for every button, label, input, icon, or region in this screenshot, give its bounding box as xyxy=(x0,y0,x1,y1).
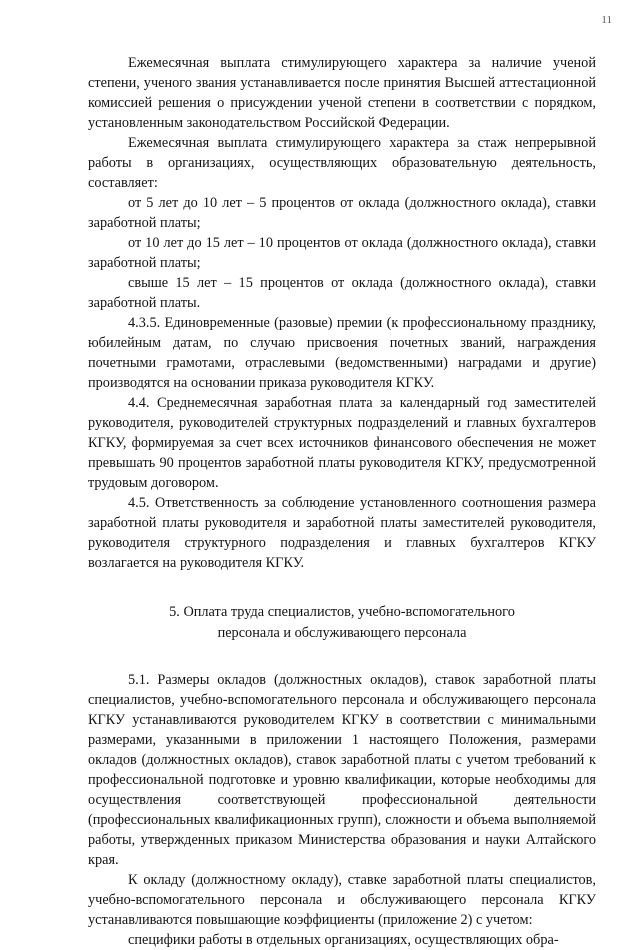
paragraph-degree-bonus: Ежемесячная выплата стимулирующего характера за наличие ученой степени, ученого звания устанавливается после принятия Высшей аттестационной комиссией решения о присуждении ученой степени в соответствии с порядком, установленным законодательством Российской Федерации. xyxy=(88,55,596,131)
paragraph-4-5: 4.5. Ответственность за соблюдение установленного соотношения размера заработной платы руководителя и заработной платы заместителей руководителя, руководителя структурного подразделения и главных бухгалтеров КГКУ возлагается на руководителя КГКУ. xyxy=(88,495,596,571)
page-number: 11 xyxy=(601,14,612,26)
section-heading-line-1: 5. Оплата труда специалистов, учебно-вспомогательного xyxy=(169,604,515,620)
paragraph-seniority-10-15: от 10 лет до 15 лет – 10 процентов от оклада (должностного оклада), ставки заработной платы; xyxy=(88,235,596,271)
paragraph-4-4: 4.4. Среднемесячная заработная плата за календарный год заместителей руководителя, руководителей структурных подразделений и главных бухгалтеров КГКУ, формируемая за счет всех источников финансового обеспечения не может превышать 90 процентов заработной платы руководителя КГКУ, предусмотренной трудовым договором. xyxy=(88,395,596,491)
paragraph-5-1: 5.1. Размеры окладов (должностных окладов), ставок заработной платы специалистов, учебно-вспомогательного персонала и обслуживающего персонала КГКУ устанавливаются руководителем КГКУ в соответствии с минимальными размерами, указанными в приложении 1 настоящего Положения, размерами окладов (должностных окладов), ставок заработной платы с учетом требований к профессиональной подготовке и уровню квалификации, которые необходимы для осуществления соответствующей профессиональной деятельности (профессиональных квалификационных групп), сложности и объема выполняемой работы, утвержденных приказом Министерства образования и науки Алтайского края. xyxy=(88,672,596,868)
paragraph-4-3-5: 4.3.5. Единовременные (разовые) премии (к профессиональному празднику, юбилейным датам, по случаю присвоения почетных званий, награждения почетными грамотами, отраслевыми (ведомственными) наградами и другие) производятся на основании приказа руководителя КГКУ. xyxy=(88,315,596,391)
paragraph-specifics: специфики работы в отдельных организациях, осуществляющих обра- xyxy=(128,932,559,948)
document-body xyxy=(88,53,596,950)
paragraph-coefficients: К окладу (должностному окладу), ставке заработной платы специалистов, учебно-вспомогательного персонала и обслуживающего персонала КГКУ устанавливаются повышающие коэффициенты (приложение 2) с учетом: xyxy=(88,872,596,928)
paragraph-seniority-over-15: свыше 15 лет – 15 процентов от оклада (должностного оклада), ставки заработной платы. xyxy=(88,275,596,311)
paragraph-seniority-5-10: от 5 лет до 10 лет – 5 процентов от оклада (должностного оклада), ставки заработной платы; xyxy=(88,195,596,231)
section-heading-line-2: персонала и обслуживающего персонала xyxy=(217,625,467,641)
section-heading xyxy=(88,602,596,644)
paragraph-seniority-bonus: Ежемесячная выплата стимулирующего характера за стаж непрерывной работы в организациях, осуществляющих образовательную деятельность, составляет: xyxy=(88,135,596,191)
